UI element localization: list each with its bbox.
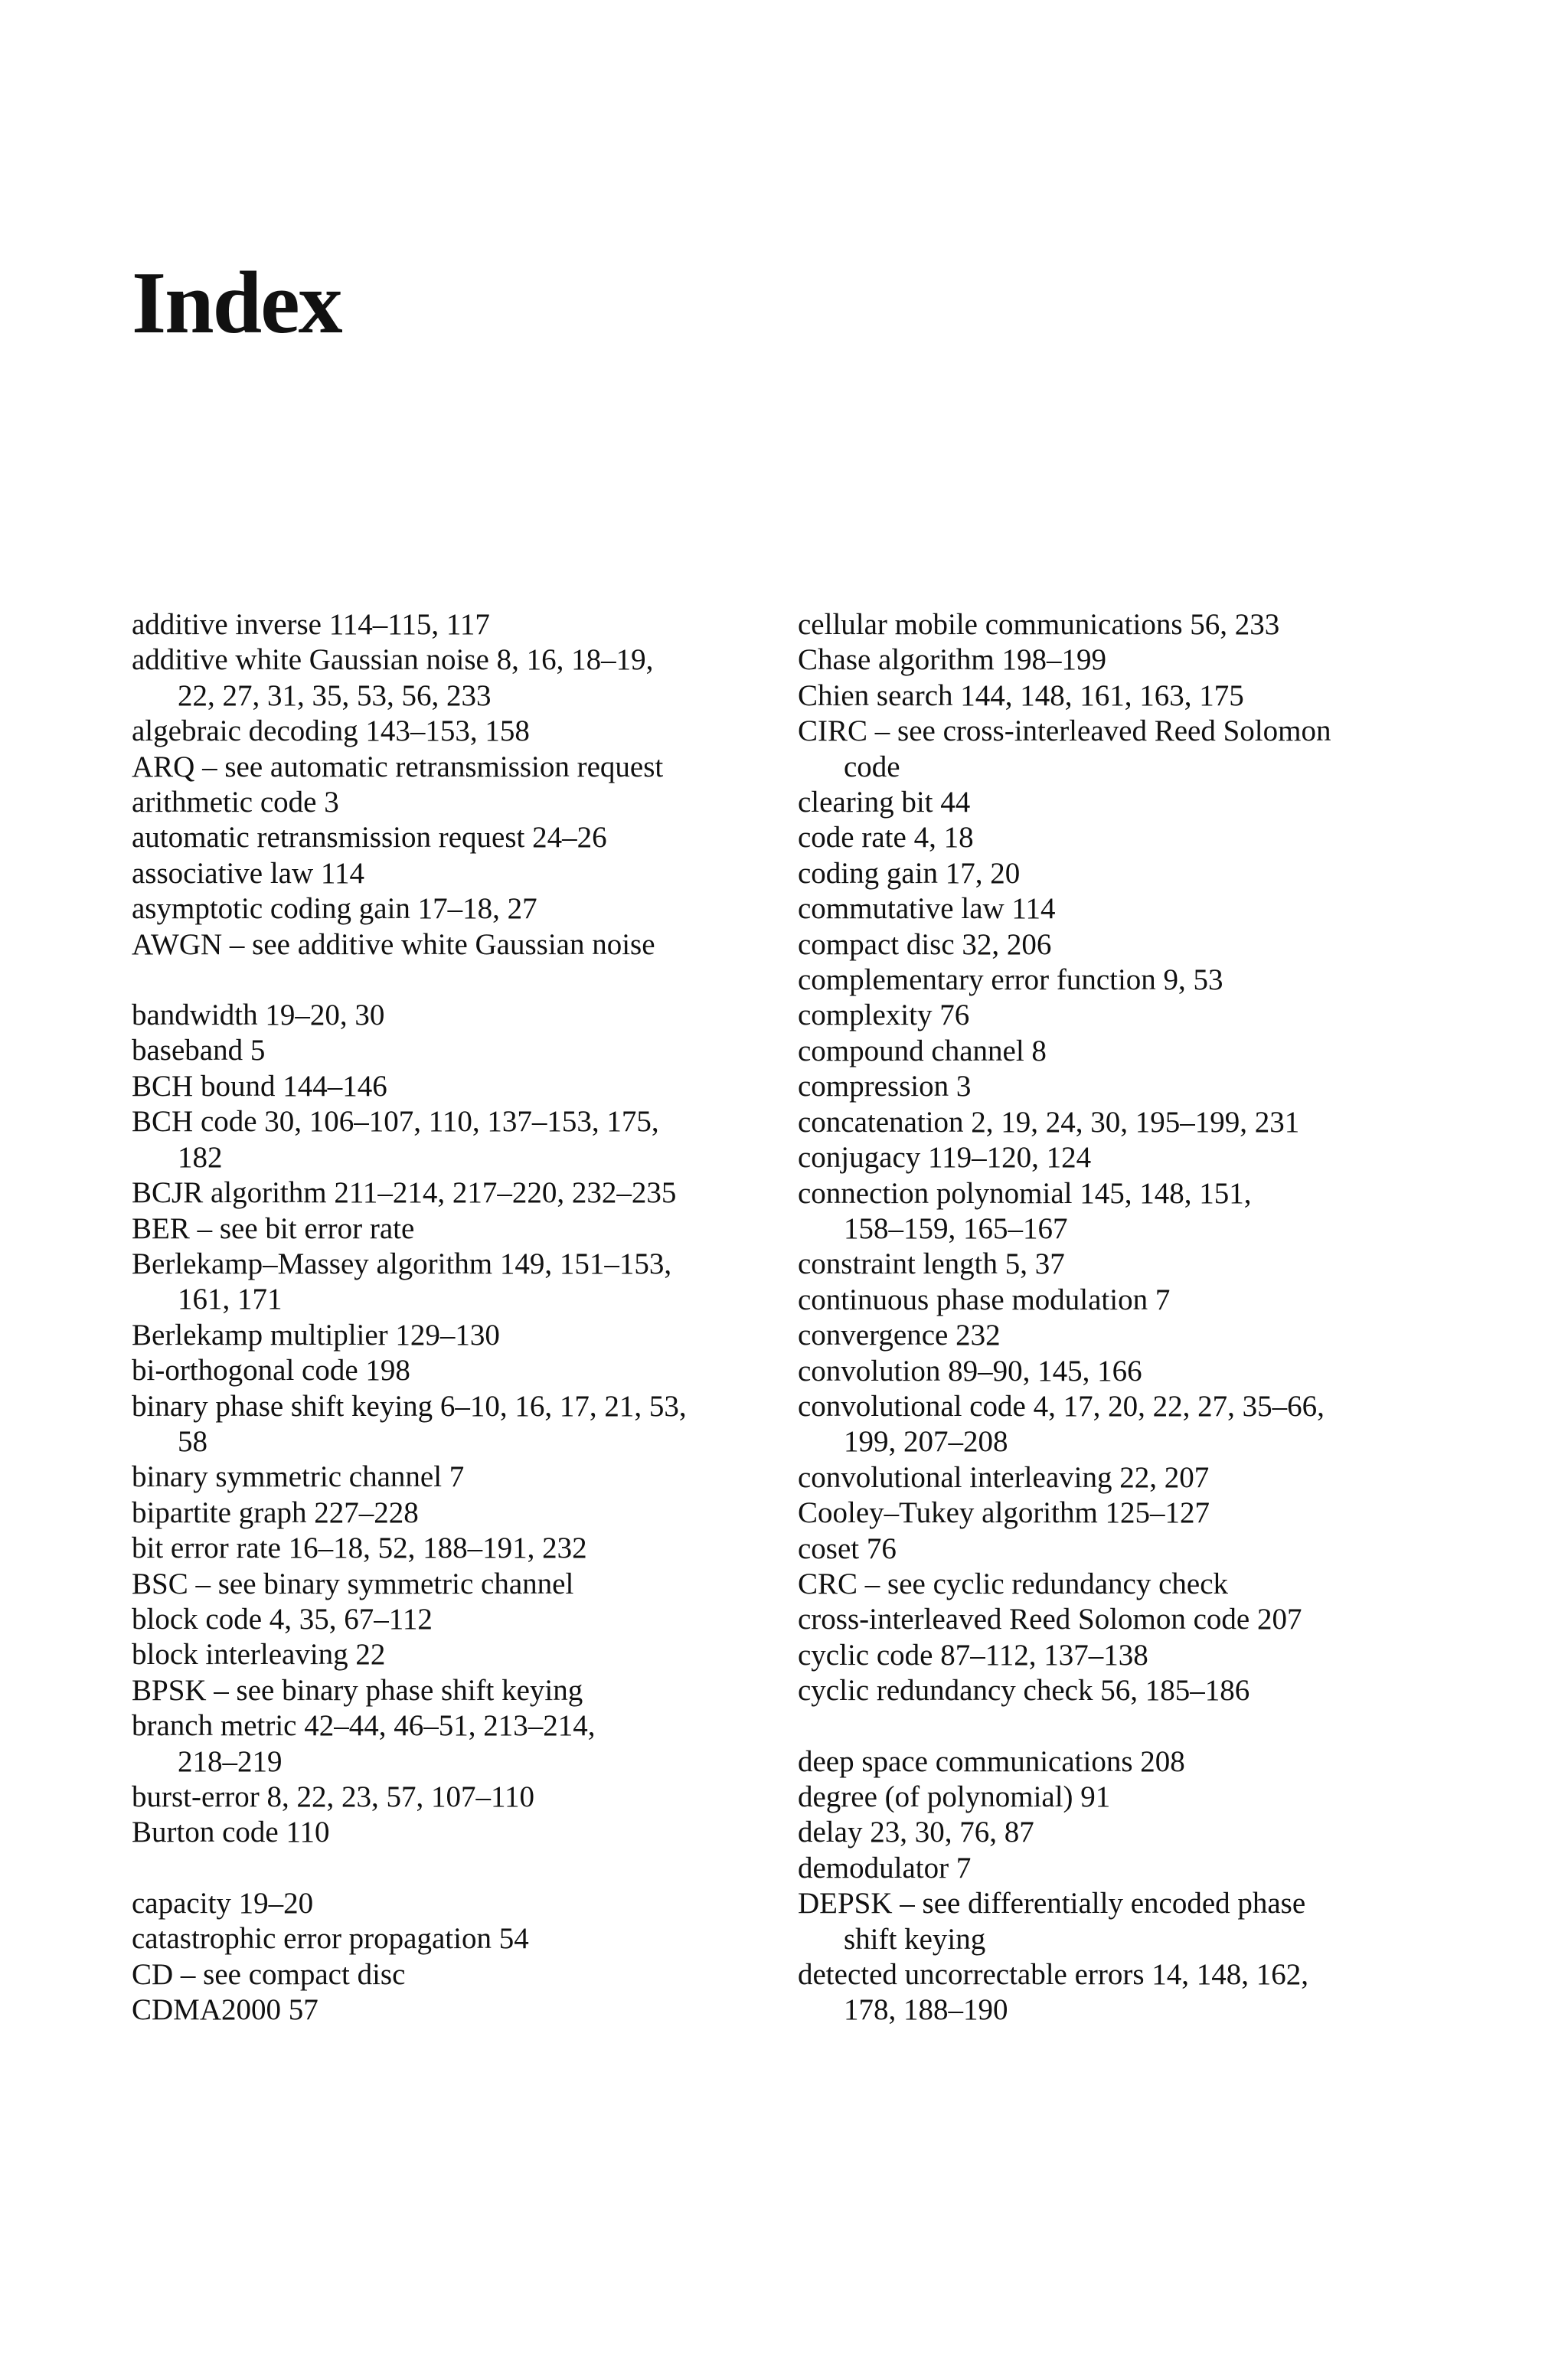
index-entry: detected uncorrectable errors 14, 148, 162, 178, 188–190 (798, 1958, 1309, 2027)
index-column-right (798, 607, 1456, 2028)
index-entry: convergence 232 (798, 1319, 1001, 1352)
index-entry: clearing bit 44 (798, 786, 971, 819)
index-entry: ARQ – see automatic retransmission request (132, 750, 664, 783)
index-entry: associative law 114 (132, 856, 364, 890)
index-entry: DEPSK – see differentially encoded phase shift keying (798, 1887, 1306, 1956)
index-column-left (132, 607, 790, 2028)
index-entry: BER – see bit error rate (132, 1211, 415, 1245)
index-entry: BSC – see binary symmetric channel (132, 1567, 574, 1600)
index-entry: Cooley–Tukey algorithm 125–127 (798, 1496, 1210, 1530)
index-entry: cellular mobile communications 56, 233 (798, 608, 1280, 641)
index-entry: compression 3 (798, 1070, 972, 1103)
index-entry: catastrophic error propagation 54 (132, 1922, 529, 1956)
index-entry: conjugacy 119–120, 124 (798, 1141, 1092, 1175)
index-entry: cyclic redundancy check 56, 185–186 (798, 1674, 1250, 1708)
index-entry: bipartite graph 227–228 (132, 1496, 419, 1529)
index-entry: BCJR algorithm 211–214, 217–220, 232–235 (132, 1176, 677, 1210)
index-entry: constraint length 5, 37 (798, 1247, 1065, 1281)
index-entry: code rate 4, 18 (798, 821, 974, 855)
index-entry: CRC – see cyclic redundancy check (798, 1567, 1229, 1600)
index-entry: asymptotic coding gain 17–18, 27 (132, 892, 537, 926)
index-entry: convolution 89–90, 145, 166 (798, 1354, 1142, 1388)
index-entry: binary symmetric channel 7 (132, 1460, 465, 1494)
index-entry: additive white Gaussian noise 8, 16, 18–19, 22, 27, 31, 35, 53, 56, 233 (132, 643, 654, 712)
index-entry: BPSK – see binary phase shift keying (132, 1673, 583, 1707)
index-entry: Burton code 110 (132, 1816, 330, 1849)
index-entry: block interleaving 22 (132, 1638, 386, 1672)
index-entry: branch metric 42–44, 46–51, 213–214, 218–219 (132, 1709, 596, 1778)
index-entry: concatenation 2, 19, 24, 30, 195–199, 231 (798, 1105, 1300, 1139)
index-entry: Berlekamp multiplier 129–130 (132, 1318, 500, 1352)
index-entry: commutative law 114 (798, 892, 1056, 926)
index-entry: BCH bound 144–146 (132, 1069, 387, 1103)
index-entry: demodulator 7 (798, 1851, 972, 1885)
index-entry: AWGN – see additive white Gaussian noise (132, 927, 655, 961)
index-entry: CIRC – see cross-interleaved Reed Solomon code (798, 714, 1331, 783)
index-entry: capacity 19–20 (132, 1886, 314, 1920)
index-entry: complexity 76 (798, 999, 970, 1032)
index-entry: coding gain 17, 20 (798, 856, 1021, 890)
index-entry: Chien search 144, 148, 161, 163, 175 (798, 678, 1244, 712)
index-entry: arithmetic code 3 (132, 786, 339, 819)
index-entry: automatic retransmission request 24–26 (132, 821, 607, 855)
index-entry: burst-error 8, 22, 23, 57, 107–110 (132, 1780, 535, 1813)
index-entry: CDMA2000 57 (132, 1993, 318, 2027)
index-entry: compound channel 8 (798, 1034, 1047, 1067)
index-entry: complementary error function 9, 53 (798, 963, 1223, 997)
index-entry: cross-interleaved Reed Solomon code 207 (798, 1603, 1302, 1636)
index-entry: delay 23, 30, 76, 87 (798, 1816, 1034, 1849)
index-entry: CD – see compact disc (132, 1957, 406, 1991)
index-entry: additive inverse 114–115, 117 (132, 608, 490, 641)
index-entry: connection polynomial 145, 148, 151, 158–159, 165–167 (798, 1176, 1252, 1245)
index-entry: Berlekamp–Massey algorithm 149, 151–153, 161, 171 (132, 1247, 672, 1316)
index-entry: Chase algorithm 198–199 (798, 643, 1106, 677)
index-entry: bandwidth 19–20, 30 (132, 999, 385, 1032)
index-entry: coset 76 (798, 1532, 897, 1565)
index-entry: compact disc 32, 206 (798, 927, 1052, 961)
index-entry: BCH code 30, 106–107, 110, 137–153, 175, 182 (132, 1105, 659, 1174)
index-entry: binary phase shift keying 6–10, 16, 17, 21, 53, 58 (132, 1389, 687, 1458)
index-entry: continuous phase modulation 7 (798, 1283, 1171, 1316)
index-entry: bi-orthogonal code 198 (132, 1354, 410, 1388)
index-entry: bit error rate 16–18, 52, 188–191, 232 (132, 1532, 587, 1565)
index-entry: deep space communications 208 (798, 1744, 1185, 1778)
index-entry: baseband 5 (132, 1034, 266, 1067)
index-entry: cyclic code 87–112, 137–138 (798, 1638, 1148, 1672)
page-title: Index (132, 254, 341, 352)
index-entry: convolutional interleaving 22, 207 (798, 1460, 1210, 1494)
index-entry: block code 4, 35, 67–112 (132, 1602, 433, 1636)
index-entry: degree (of polynomial) 91 (798, 1780, 1111, 1813)
index-entry: algebraic decoding 143–153, 158 (132, 714, 530, 748)
index-entry: convolutional code 4, 17, 20, 22, 27, 35–66, 199, 207–208 (798, 1389, 1325, 1459)
